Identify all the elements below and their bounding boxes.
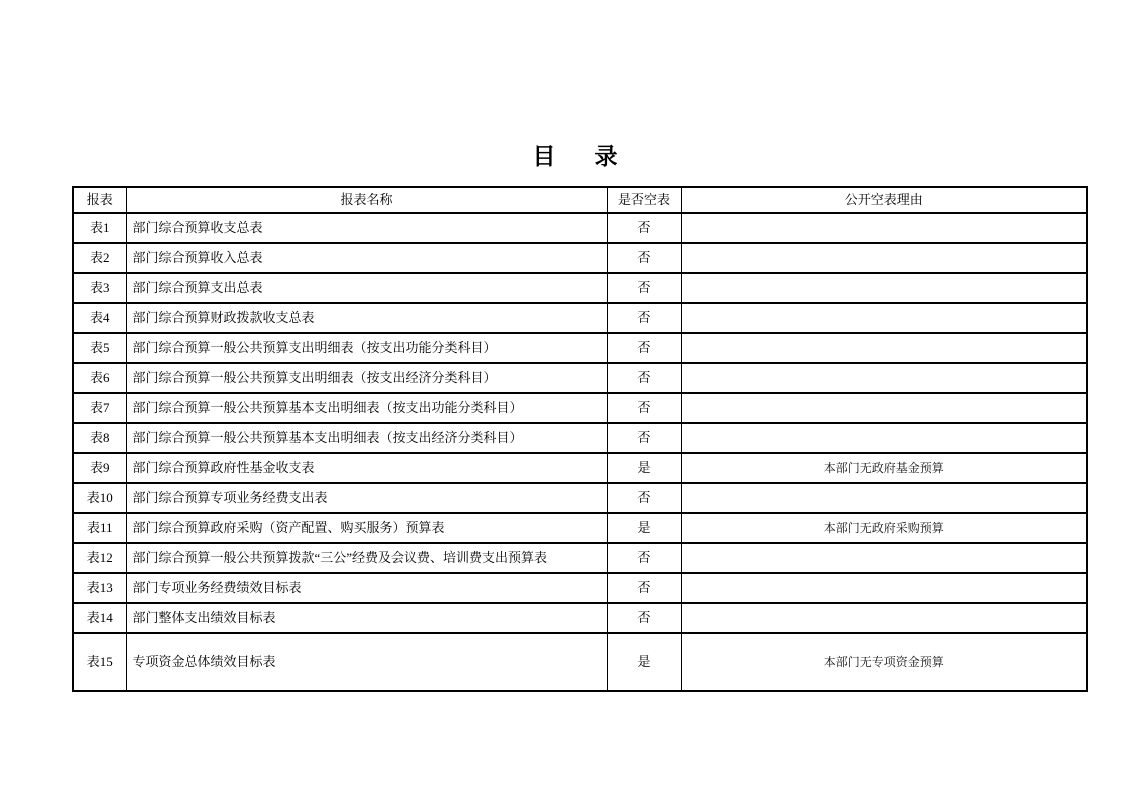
is-empty-cell: 否 <box>607 423 681 453</box>
toc-table-header <box>73 187 1087 213</box>
report-name-cell: 部门专项业务经费绩效目标表 <box>126 573 607 603</box>
empty-reason-cell <box>681 423 1087 453</box>
is-empty-cell: 是 <box>607 513 681 543</box>
report-id-cell: 表3 <box>73 273 126 303</box>
header-is-empty: 是否空表 <box>607 187 681 213</box>
report-name-cell: 专项资金总体绩效目标表 <box>126 633 607 691</box>
is-empty-cell: 否 <box>607 213 681 243</box>
table-row <box>73 333 1087 363</box>
empty-reason-cell <box>681 273 1087 303</box>
is-empty-cell: 否 <box>607 273 681 303</box>
empty-reason-cell <box>681 573 1087 603</box>
table-row <box>73 543 1087 573</box>
empty-reason-cell: 本部门无政府采购预算 <box>681 513 1087 543</box>
empty-reason-cell <box>681 543 1087 573</box>
is-empty-cell: 否 <box>607 333 681 363</box>
report-name-cell: 部门综合预算一般公共预算基本支出明细表（按支出功能分类科目） <box>126 393 607 423</box>
empty-reason-cell <box>681 483 1087 513</box>
empty-reason-cell <box>681 603 1087 633</box>
report-id-cell: 表1 <box>73 213 126 243</box>
table-row <box>73 303 1087 333</box>
is-empty-cell: 否 <box>607 483 681 513</box>
report-id-cell: 表9 <box>73 453 126 483</box>
empty-reason-cell <box>681 333 1087 363</box>
table-row <box>73 273 1087 303</box>
empty-reason-cell <box>681 303 1087 333</box>
empty-reason-cell: 本部门无专项资金预算 <box>681 633 1087 691</box>
report-id-cell: 表15 <box>73 633 126 691</box>
report-name-cell: 部门综合预算政府采购（资产配置、购买服务）预算表 <box>126 513 607 543</box>
report-id-cell: 表4 <box>73 303 126 333</box>
report-id-cell: 表11 <box>73 513 126 543</box>
report-name-cell: 部门综合预算支出总表 <box>126 273 607 303</box>
header-empty-reason: 公开空表理由 <box>681 187 1087 213</box>
report-id-cell: 表8 <box>73 423 126 453</box>
is-empty-cell: 否 <box>607 603 681 633</box>
toc-table <box>72 186 1088 692</box>
is-empty-cell: 否 <box>607 243 681 273</box>
report-name-cell: 部门综合预算专项业务经费支出表 <box>126 483 607 513</box>
report-name-cell: 部门综合预算财政拨款收支总表 <box>126 303 607 333</box>
is-empty-cell: 是 <box>607 453 681 483</box>
report-id-cell: 表7 <box>73 393 126 423</box>
report-name-cell: 部门整体支出绩效目标表 <box>126 603 607 633</box>
table-row <box>73 573 1087 603</box>
report-id-cell: 表5 <box>73 333 126 363</box>
report-id-cell: 表14 <box>73 603 126 633</box>
is-empty-cell: 否 <box>607 303 681 333</box>
empty-reason-cell: 本部门无政府基金预算 <box>681 453 1087 483</box>
is-empty-cell: 是 <box>607 633 681 691</box>
header-report-name: 报表名称 <box>126 187 607 213</box>
report-name-cell: 部门综合预算一般公共预算拨款“三公”经费及会议费、培训费支出预算表 <box>126 543 607 573</box>
report-name-cell: 部门综合预算一般公共预算支出明细表（按支出功能分类科目） <box>126 333 607 363</box>
is-empty-cell: 否 <box>607 393 681 423</box>
is-empty-cell: 否 <box>607 363 681 393</box>
table-row <box>73 363 1087 393</box>
empty-reason-cell <box>681 243 1087 273</box>
table-row <box>73 513 1087 543</box>
toc-table-container <box>72 186 1088 692</box>
report-name-cell: 部门综合预算收入总表 <box>126 243 607 273</box>
report-name-cell: 部门综合预算政府性基金收支表 <box>126 453 607 483</box>
report-id-cell: 表2 <box>73 243 126 273</box>
is-empty-cell: 否 <box>607 543 681 573</box>
report-id-cell: 表6 <box>73 363 126 393</box>
report-id-cell: 表10 <box>73 483 126 513</box>
table-row <box>73 453 1087 483</box>
is-empty-cell: 否 <box>607 573 681 603</box>
page-title: 目 录 <box>532 144 626 169</box>
empty-reason-cell <box>681 393 1087 423</box>
report-name-cell: 部门综合预算收支总表 <box>126 213 607 243</box>
table-row <box>73 423 1087 453</box>
report-name-cell: 部门综合预算一般公共预算支出明细表（按支出经济分类科目） <box>126 363 607 393</box>
table-row <box>73 243 1087 273</box>
table-row <box>73 483 1087 513</box>
table-row <box>73 633 1087 691</box>
toc-table-body <box>73 213 1087 691</box>
report-name-cell: 部门综合预算一般公共预算基本支出明细表（按支出经济分类科目） <box>126 423 607 453</box>
table-row <box>73 393 1087 423</box>
header-report-id: 报表 <box>73 187 126 213</box>
table-row <box>73 603 1087 633</box>
report-id-cell: 表12 <box>73 543 126 573</box>
table-row <box>73 213 1087 243</box>
empty-reason-cell <box>681 363 1087 393</box>
report-id-cell: 表13 <box>73 573 126 603</box>
empty-reason-cell <box>681 213 1087 243</box>
header-row <box>73 187 1087 213</box>
